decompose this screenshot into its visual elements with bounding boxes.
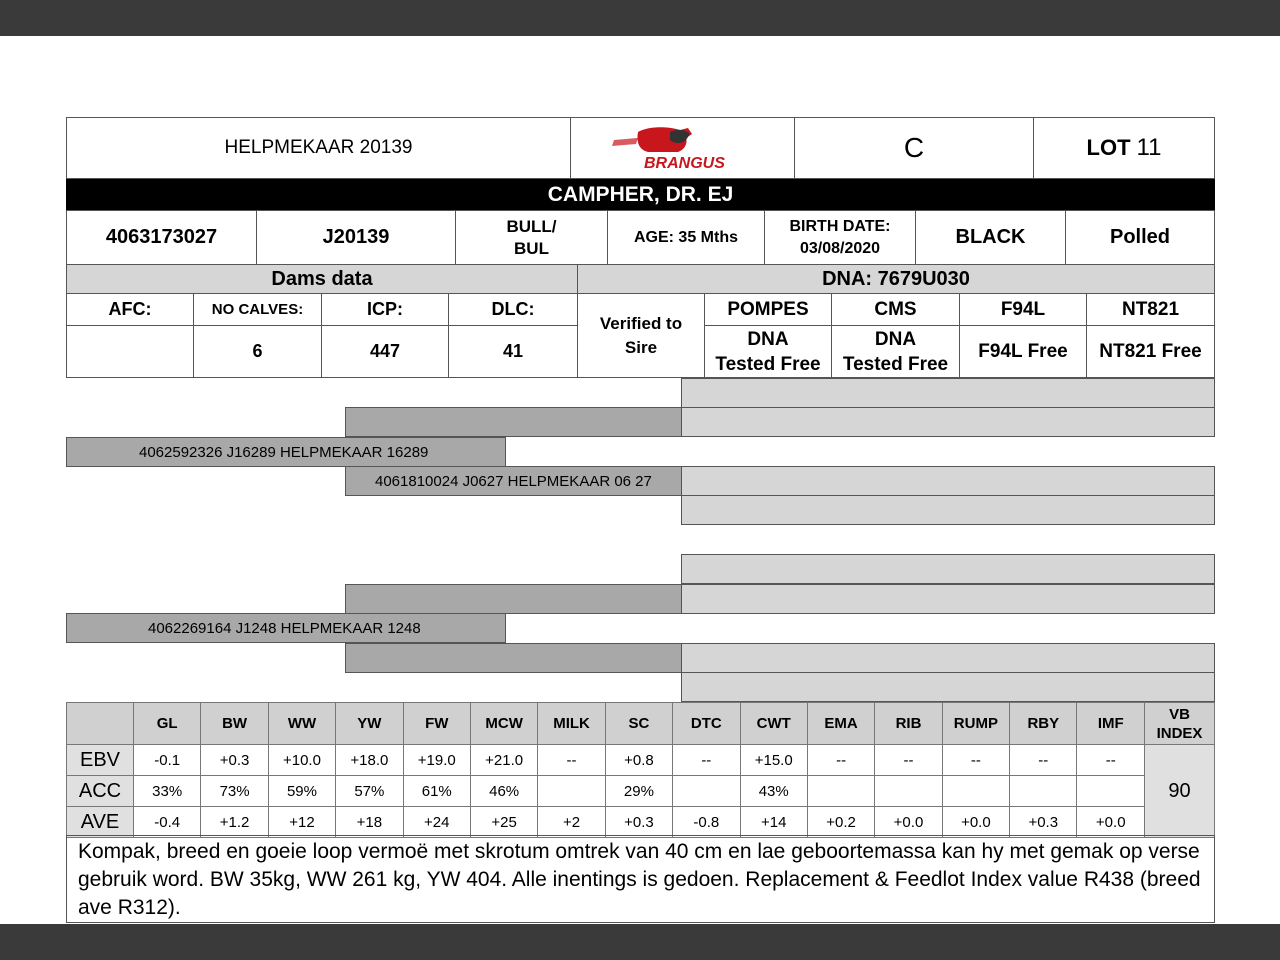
brangus-logo <box>570 117 795 179</box>
ebv-col-header: RUMP <box>942 703 1009 745</box>
animal-id: 4063173027 <box>66 210 257 265</box>
ebv-col-header: BW <box>201 703 268 745</box>
dna-test-nt821: NT821 <box>1086 293 1215 326</box>
dna-verified: Verified to Sire <box>577 293 705 378</box>
ebv-col-header: EMA <box>807 703 874 745</box>
pedigree-slot <box>345 407 682 437</box>
ebv-col-header: CWT <box>740 703 807 745</box>
dna-result-cms: DNA Tested Free <box>831 325 960 378</box>
brangus-logo-icon <box>608 124 758 172</box>
ebv-cell: -- <box>538 745 605 776</box>
ebv-cell <box>1077 776 1145 807</box>
pedigree-slot <box>681 643 1215 673</box>
pedigree-slot <box>681 378 1215 408</box>
ebv-cell: +24 <box>403 807 470 838</box>
bottom-frame-bar <box>0 924 1280 960</box>
ebv-col-header: MCW <box>470 703 537 745</box>
ebv-row-acc <box>67 776 1215 807</box>
ebv-cell: -0.1 <box>134 745 201 776</box>
pedigree-slot <box>681 407 1215 437</box>
animal-age: AGE: 35 Mths <box>607 210 765 265</box>
dams-header-afc: AFC: <box>66 293 194 326</box>
lot-box <box>1033 117 1215 179</box>
ebv-cell <box>807 776 874 807</box>
ebv-row-ave <box>67 807 1215 838</box>
dams-value-dlc: 41 <box>448 325 578 378</box>
ebv-col-header: YW <box>336 703 403 745</box>
ebv-cell <box>875 776 942 807</box>
animal-tag: J20139 <box>256 210 456 265</box>
pedigree-slot <box>345 643 682 673</box>
animal-sex: BULL/ BUL <box>455 210 608 265</box>
ebv-cell: +18 <box>336 807 403 838</box>
ebv-col-header: DTC <box>673 703 740 745</box>
ebv-cell: +21.0 <box>470 745 537 776</box>
ebv-row-ebv <box>67 745 1215 776</box>
ebv-col-header: GL <box>134 703 201 745</box>
ebv-col-header: IMF <box>1077 703 1145 745</box>
ebv-cell: -- <box>807 745 874 776</box>
ebv-header-row <box>67 703 1215 745</box>
ebv-cell: +1.2 <box>201 807 268 838</box>
birth-date: BIRTH DATE: 03/08/2020 <box>764 210 916 265</box>
ebv-cell <box>1010 776 1077 807</box>
ebv-cell: 61% <box>403 776 470 807</box>
brand-text: BRANGUS <box>643 155 725 172</box>
owner-band: CAMPHER, DR. EJ <box>66 179 1215 210</box>
dams-value-afc <box>66 325 194 378</box>
ebv-cell: +0.0 <box>1077 807 1145 838</box>
pedigree-slot <box>345 584 682 614</box>
ebv-cell: -- <box>942 745 1009 776</box>
ebv-cell: 73% <box>201 776 268 807</box>
ebv-col-header: FW <box>403 703 470 745</box>
farm-name: HELPMEKAAR 20139 <box>66 117 571 179</box>
dna-test-cms: CMS <box>831 293 960 326</box>
ebv-col-header: RIB <box>875 703 942 745</box>
ebv-row-label: AVE <box>67 807 134 838</box>
ebv-cell: 59% <box>268 776 335 807</box>
dna-result-pompes: DNA Tested Free <box>704 325 832 378</box>
dna-result-nt821: NT821 Free <box>1086 325 1215 378</box>
lot-number: 11 <box>1136 134 1162 161</box>
ebv-cell: -- <box>1077 745 1145 776</box>
ebv-row-label: EBV <box>67 745 134 776</box>
ebv-cell: +0.8 <box>605 745 672 776</box>
ebv-cell: +2 <box>538 807 605 838</box>
vb-index-value: 90 <box>1145 745 1215 838</box>
ebv-table <box>66 702 1215 838</box>
pedigree-slot <box>681 466 1215 496</box>
ebv-cell: +0.0 <box>875 807 942 838</box>
ebv-cell: 57% <box>336 776 403 807</box>
ebv-col-header: WW <box>268 703 335 745</box>
pedigree-slot <box>681 584 1215 614</box>
comment-text: Kompak, breed en goeie loop vermoë met skrotum omtrek van 40 cm en lae geboortemassa kan hy met gemak op verse gebruik word. BW 35kg, WW 261 kg, YW 404. Alle inentings is gedoen. Replacement & Feedlot Index value R438 (breed ave R312). <box>66 835 1215 923</box>
dams-value-icp: 447 <box>321 325 449 378</box>
dams-value-calves: 6 <box>193 325 322 378</box>
ebv-cell: 46% <box>470 776 537 807</box>
pedigree-slot <box>681 495 1215 525</box>
ebv-cell: +0.3 <box>605 807 672 838</box>
ebv-cell <box>942 776 1009 807</box>
dna-title: DNA: 7679U030 <box>577 264 1215 294</box>
pedigree-slot <box>681 554 1215 584</box>
ebv-cell: +12 <box>268 807 335 838</box>
grade-letter: C <box>794 117 1034 179</box>
ebv-cell <box>673 776 740 807</box>
dna-test-f94l: F94L <box>959 293 1087 326</box>
ebv-cell: +0.2 <box>807 807 874 838</box>
pedigree-slot <box>681 672 1215 702</box>
ebv-cell <box>538 776 605 807</box>
ebv-cell: -- <box>1010 745 1077 776</box>
ebv-corner <box>67 703 134 745</box>
animal-colour: BLACK <box>915 210 1066 265</box>
pedigree-sire: 4062592326 J16289 HELPMEKAAR 16289 <box>66 437 506 467</box>
ebv-cell: +19.0 <box>403 745 470 776</box>
ebv-cell: +0.3 <box>201 745 268 776</box>
ebv-cell: +14 <box>740 807 807 838</box>
vb-index-header: VB INDEX <box>1145 703 1215 745</box>
ebv-cell: +0.0 <box>942 807 1009 838</box>
ebv-cell: 43% <box>740 776 807 807</box>
top-frame-bar <box>0 0 1280 36</box>
pedigree-dam: 4062269164 J1248 HELPMEKAAR 1248 <box>66 613 506 643</box>
ebv-cell: 33% <box>134 776 201 807</box>
ebv-cell: -- <box>673 745 740 776</box>
dna-test-pompes: POMPES <box>704 293 832 326</box>
dams-header-icp: ICP: <box>321 293 449 326</box>
dams-header-calves: NO CALVES: <box>193 293 322 326</box>
ebv-cell: +18.0 <box>336 745 403 776</box>
dna-result-f94l: F94L Free <box>959 325 1087 378</box>
ebv-cell: +0.3 <box>1010 807 1077 838</box>
ebv-cell: +15.0 <box>740 745 807 776</box>
dams-header-dlc: DLC: <box>448 293 578 326</box>
horn-status: Polled <box>1065 210 1215 265</box>
pedigree-sire-dam: 4061810024 J0627 HELPMEKAAR 06 27 <box>345 466 682 496</box>
ebv-cell: 29% <box>605 776 672 807</box>
ebv-cell: +10.0 <box>268 745 335 776</box>
ebv-cell: +25 <box>470 807 537 838</box>
ebv-col-header: MILK <box>538 703 605 745</box>
ebv-col-header: SC <box>605 703 672 745</box>
dams-title: Dams data <box>66 264 578 294</box>
ebv-cell: -0.8 <box>673 807 740 838</box>
ebv-cell: -- <box>875 745 942 776</box>
lot-label: LOT <box>1086 135 1131 160</box>
ebv-row-label: ACC <box>67 776 134 807</box>
ebv-cell: -0.4 <box>134 807 201 838</box>
ebv-col-header: RBY <box>1010 703 1077 745</box>
